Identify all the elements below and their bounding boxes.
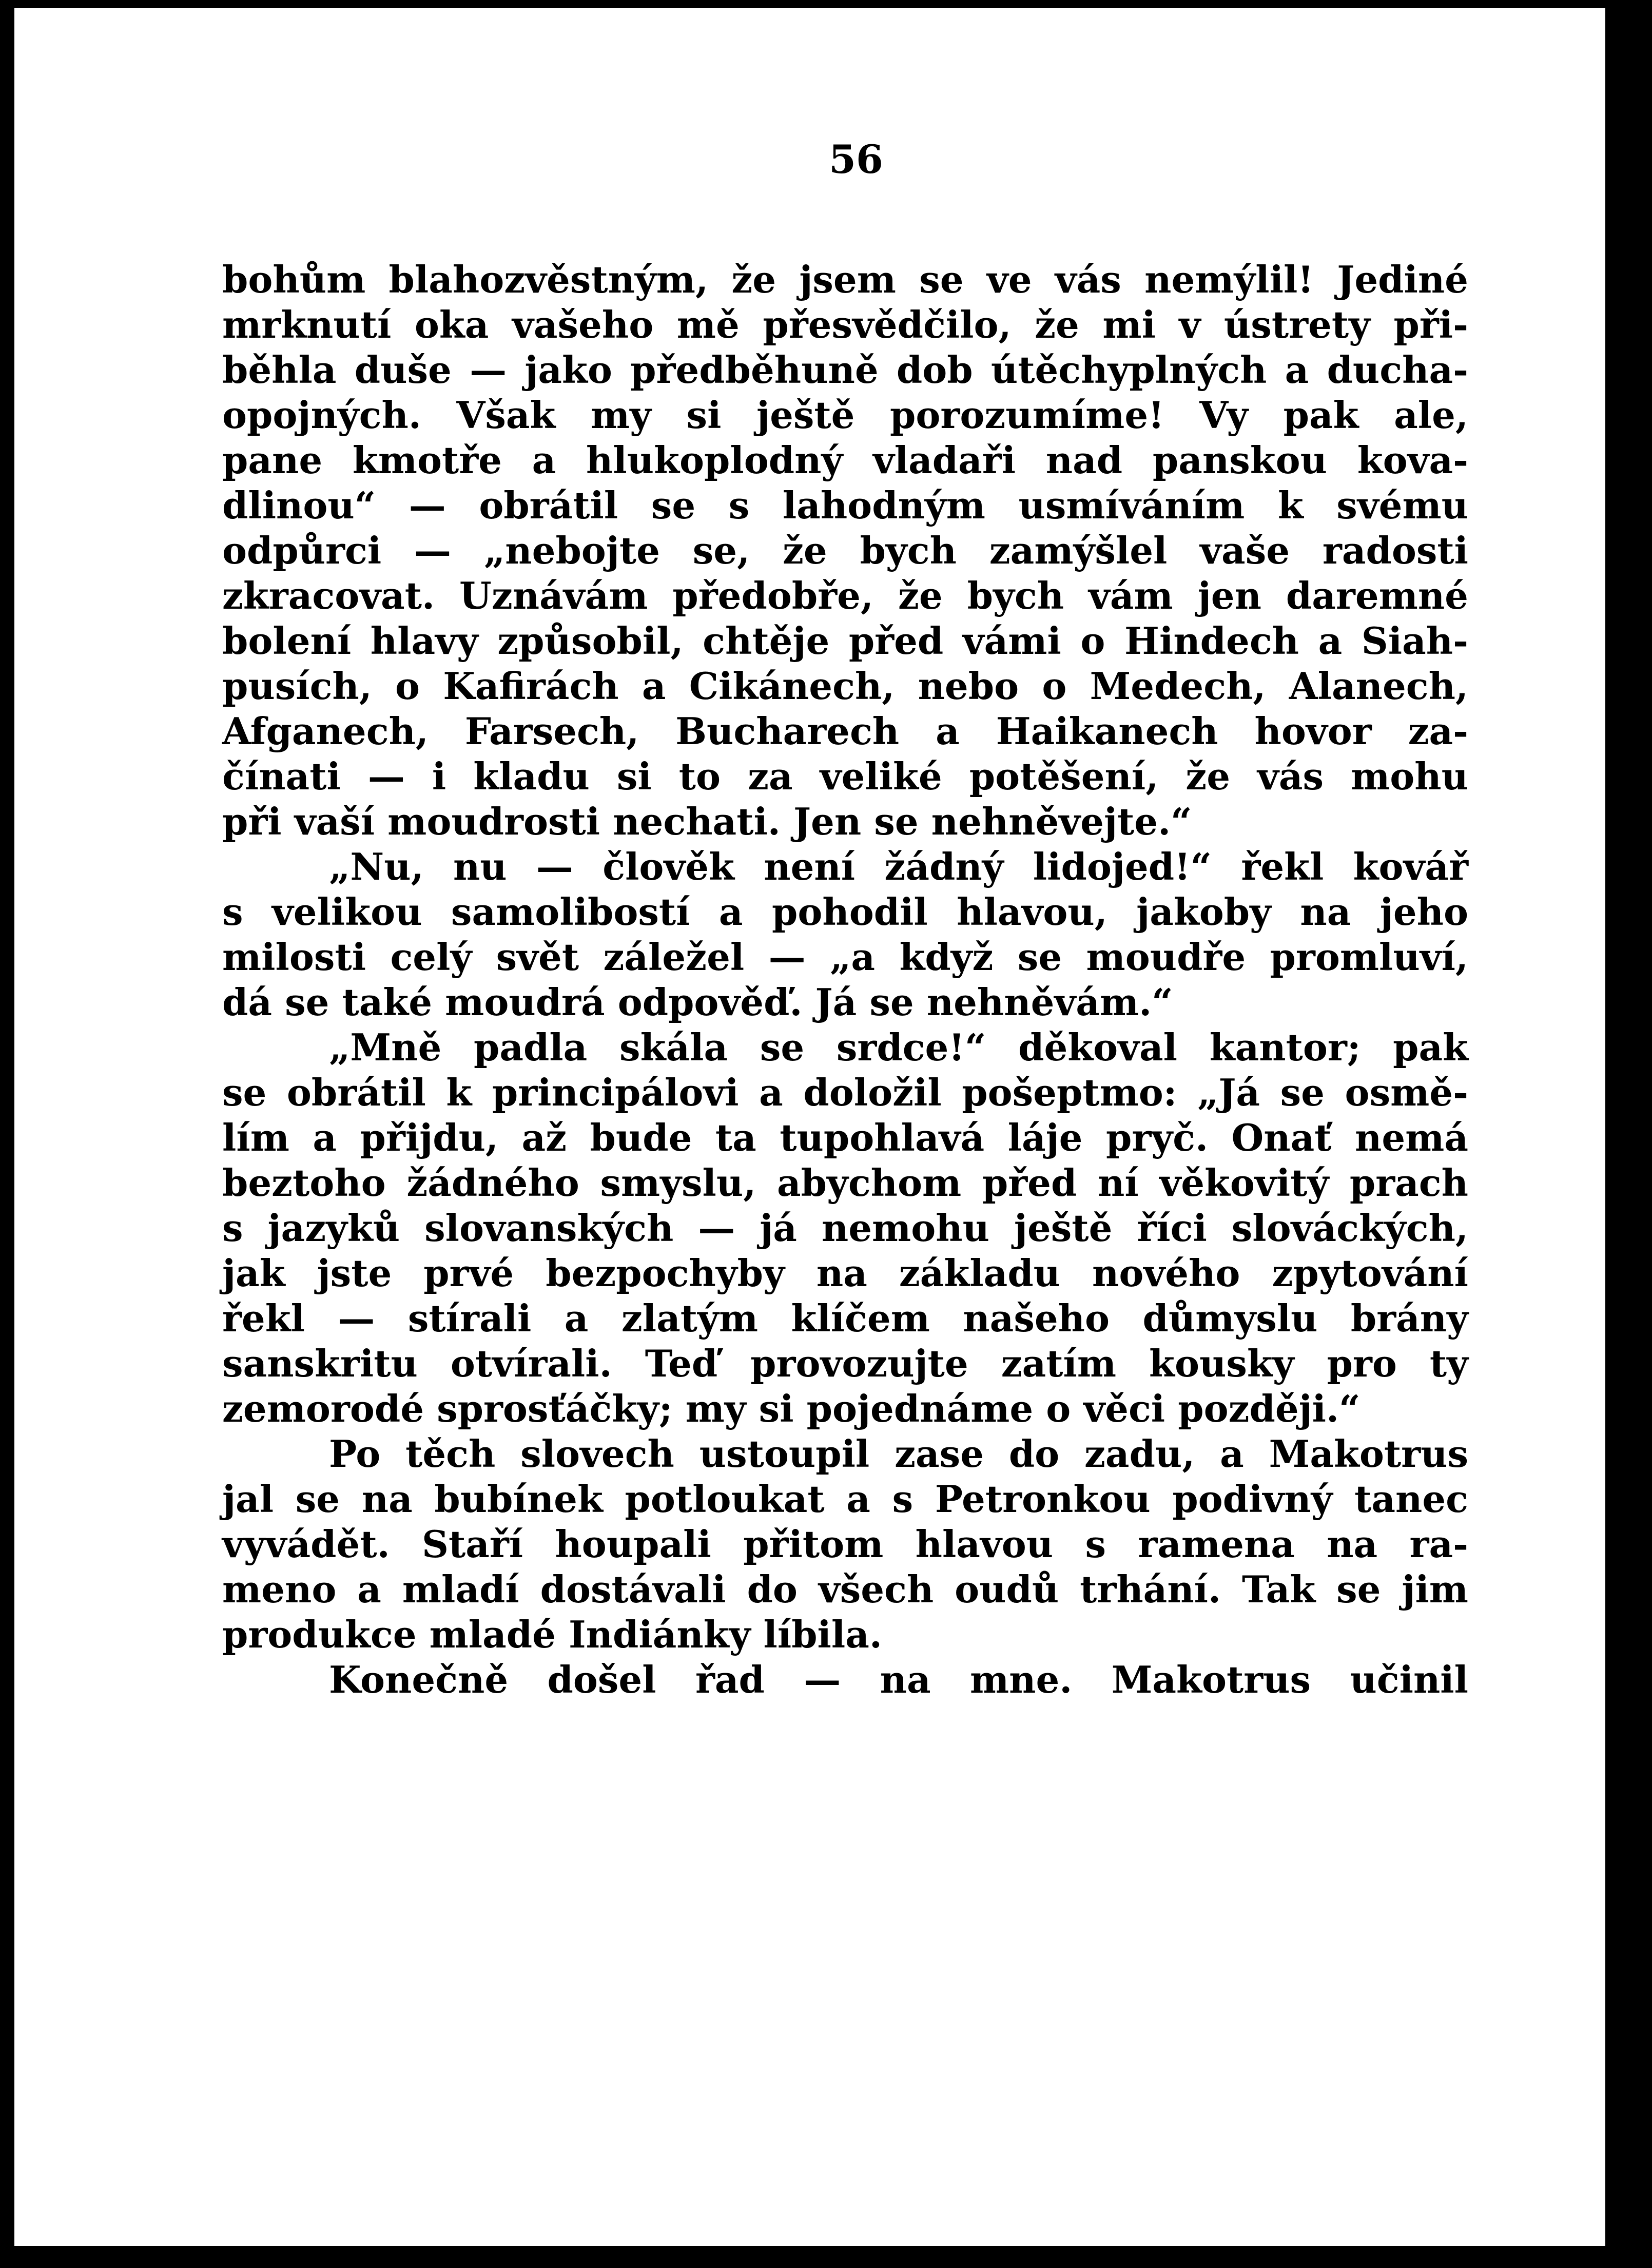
page-number: 56: [829, 137, 883, 182]
text-line: „Nu, nu — člověk není žádný lidojed!“ řekl kovář: [329, 845, 1468, 888]
text-line: se obrátil k principálovi a doložil pošeptmo: „Já se osmě-: [222, 1071, 1468, 1114]
text-line: opojných. Však my si ještě porozumíme! Vy pak ale,: [222, 393, 1468, 437]
text-line: řekl — stírali a zlatým klíčem našeho důmyslu brány: [222, 1296, 1468, 1340]
text-line: s velikou samolibostí a pohodil hlavou, jakoby na jeho: [222, 890, 1468, 934]
text-line: zemorodé sprosťáčky; my si pojednáme o věci později.“: [222, 1387, 1361, 1430]
text-line: běhla duše — jako předběhuně dob útěchyplných a ducha-: [222, 348, 1468, 392]
text-line: milosti celý svět záležel — „a když se moudře promluví,: [222, 935, 1468, 979]
text-line: Konečně došel řad — na mne. Makotrus učinil: [329, 1658, 1468, 1701]
text-line: produkce mladé Indiánky líbila.: [222, 1613, 882, 1656]
text-line: jak jste prvé bezpochyby na základu nového zpytování: [222, 1251, 1468, 1295]
text-line: pane kmotře a hlukoplodný vladaři nad panskou kova-: [222, 438, 1468, 482]
text-line: Po těch slovech ustoupil zase do zadu, a Makotrus: [329, 1432, 1468, 1476]
text-line: s jazyků slovanských — já nemohu ještě říci slováckých,: [222, 1206, 1468, 1250]
paper-sheet: [14, 8, 1605, 2246]
text-line: čínati — i kladu si to za veliké potěšení, že vás mohu: [222, 754, 1468, 798]
text-line: Afganech, Farsech, Bucharech a Haikanech hovor za-: [222, 709, 1468, 753]
text-line: bolení hlavy způsobil, chtěje před vámi o Hindech a Siah-: [222, 619, 1468, 663]
text-line: beztoho žádného smyslu, abychom před ní věkovitý prach: [222, 1161, 1468, 1205]
text-line: dlinou“ — obrátil se s lahodným usmíváním k svému: [222, 483, 1468, 527]
text-line: mrknutí oka vašeho mě přesvědčilo, že mi v ústrety při-: [222, 303, 1468, 346]
text-line: „Mně padla skála se srdce!“ děkoval kantor; pak: [329, 1025, 1468, 1069]
text-line: odpůrci — „nebojte se, že bych zamýšlel vaše radosti: [222, 529, 1468, 572]
text-line: při vaší moudrosti nechati. Jen se nehněvejte.“: [222, 800, 1192, 843]
text-line: pusích, o Kafirách a Cikánech, nebo o Medech, Alanech,: [222, 664, 1468, 708]
text-line: sanskritu otvírali. Teď provozujte zatím kousky pro ty: [222, 1342, 1468, 1385]
text-line: bohům blahozvěstným, že jsem se ve vás nemýlil! Jediné: [222, 258, 1468, 301]
text-line: jal se na bubínek potloukat a s Petronkou podivný tanec: [222, 1477, 1468, 1521]
text-line: dá se také moudrá odpověď. Já se nehněvám.“: [222, 980, 1173, 1024]
text-line: zkracovat. Uznávám předobře, že bych vám jen daremné: [222, 574, 1468, 617]
text-line: meno a mladí dostávali do všech oudů trhání. Tak se jim: [222, 1567, 1468, 1611]
text-line: lím a přijdu, až bude ta tupohlavá láje pryč. Onať nemá: [222, 1116, 1468, 1159]
body-text: [222, 257, 1468, 1702]
text-line: vyvádět. Staří houpali přitom hlavou s ramena na ra-: [222, 1522, 1468, 1566]
